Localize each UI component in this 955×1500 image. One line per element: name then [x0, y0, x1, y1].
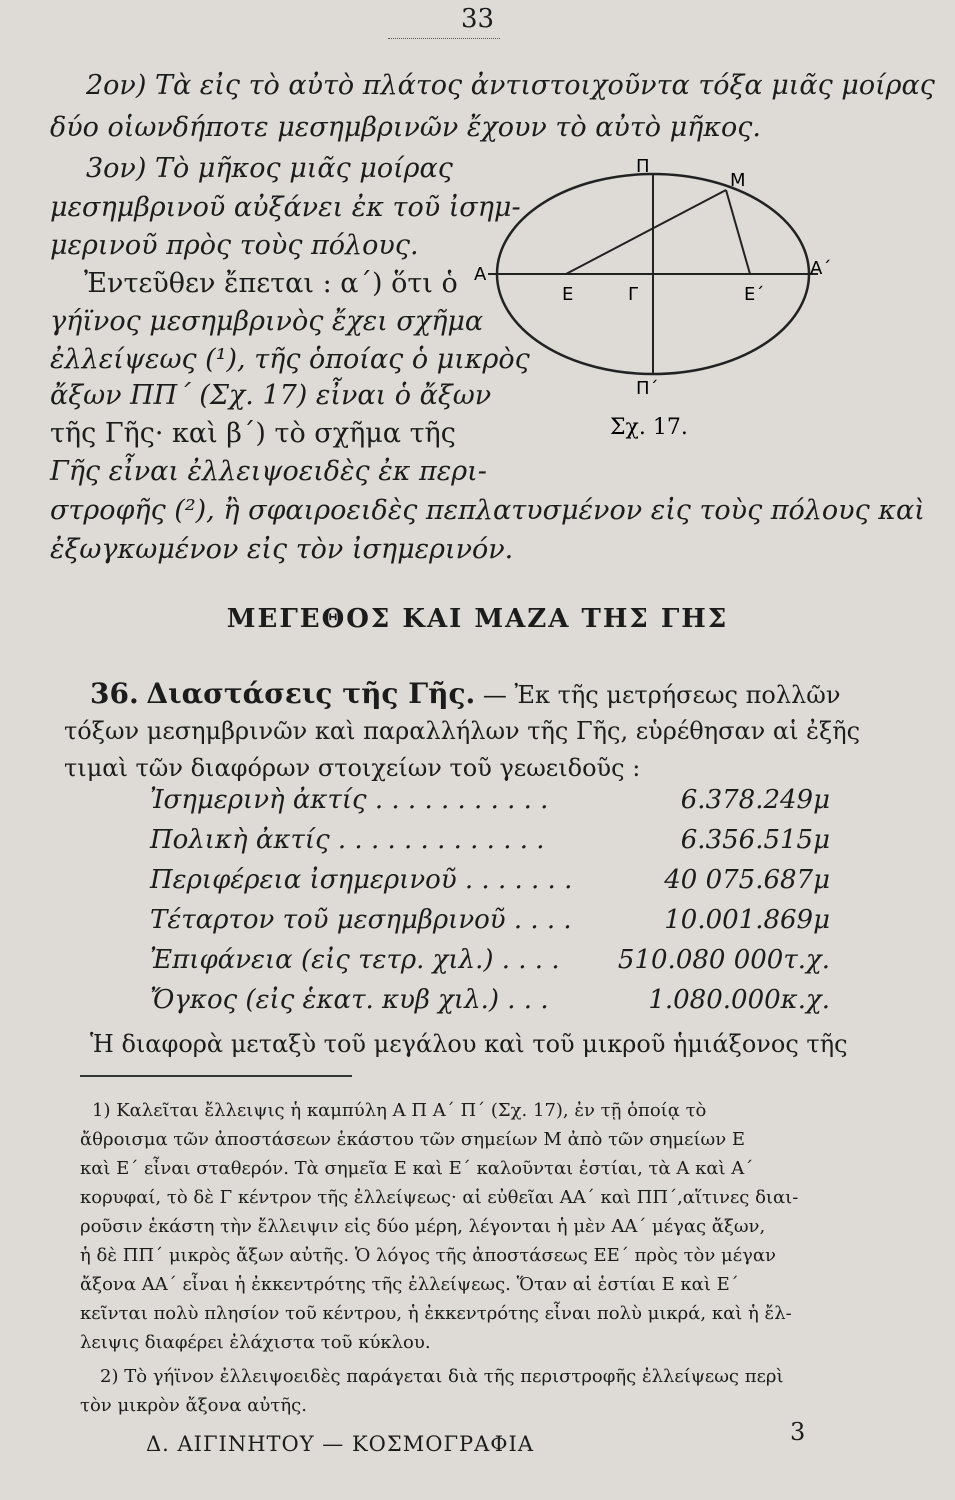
intro-line: δύο οἱωνδήποτε μεσημβρινῶν ἔχουν τὸ αὐτὸ μῆκος. — [50, 112, 762, 143]
table-row — [150, 860, 830, 900]
dimension-label: Ἰσημερινὴ ἀκτίς . . . . . . . . . . . — [150, 785, 549, 815]
footnote-line: ροῦσιν ἑκάστη τὴν ἔλλειψιν εἰς δύο μέρη, λέγονται ἡ μὲν ΑΑ΄ μέγας ἄξων, — [80, 1216, 766, 1237]
dimension-label: Ἐπιφάνεια (εἰς τετρ. χιλ.) . . . . — [150, 945, 560, 975]
footnote-line: ἄθροισμα τῶν ἀποστάσεων ἑκάστου τῶν σημείων Μ ἀπὸ τῶν σημείων Ε — [80, 1129, 746, 1150]
section-title: ΜΕΓΕΘΟΣ ΚΑΙ ΜΑΖΑ ΤΗΣ ΓΗΣ — [226, 604, 729, 634]
dimension-label: Τέταρτον τοῦ μεσημβρινοῦ . . . . — [150, 905, 572, 935]
intro-line: Ἐντεῦθεν ἔπεται : α΄) ὅτι ὁ — [84, 268, 458, 299]
dimension-value: 1.080.000κ.χ. — [648, 985, 830, 1015]
dimension-value: 40 075.687μ — [664, 865, 830, 895]
table-row — [150, 900, 830, 940]
footnote-line: ἄξονα ΑΑ΄ εἶναι ἡ ἐκκεντρότης τῆς ἐλλείψεως. Ὅταν αἱ ἑστίαι Ε καὶ Ε΄ — [80, 1274, 739, 1295]
ellipse-diagram — [468, 150, 848, 450]
intro-line: μεσημβρινοῦ αὐξάνει ἐκ τοῦ ἰσημ- — [50, 192, 521, 223]
label-m: Μ — [730, 170, 746, 191]
label-pi-bottom: Π΄ — [636, 378, 659, 399]
intro-line: τῆς Γῆς· καὶ β΄) τὸ σχῆμα τῆς — [50, 418, 456, 449]
dimension-value: 6.378.249μ — [680, 785, 830, 815]
dimension-label: Ὄγκος (εἰς ἑκατ. κυβ χιλ.) . . . — [150, 985, 549, 1015]
paragraph-heading: Διαστάσεις τῆς Γῆς. — [146, 677, 476, 710]
intro-line: μερινοῦ πρὸς τοὺς πόλους. — [50, 230, 419, 261]
intro-line: στροφῆς (²), ἢ σφαιροειδὲς πεπλατυσμένον εἰς τοὺς πόλους καὶ — [50, 495, 925, 526]
paragraph-36-line: τόξων μεσημβρινῶν καὶ παραλλήλων τῆς Γῆς, εὑρέθησαν αἱ ἐξῆς — [64, 717, 861, 745]
intro-line: ἐλλείψεως (¹), τῆς ὁποίας ὁ μικρὸς — [50, 344, 530, 375]
table-row — [150, 980, 830, 1020]
footnote-line: 2) Τὸ γήϊνον ἐλλειψοειδὲς παράγεται διὰ τῆς περιστροφῆς ἐλλείψεως περὶ — [100, 1366, 784, 1387]
intro-line: γήϊνος μεσημβρινὸς ἔχει σχῆμα — [50, 306, 484, 337]
footnote-line: 1) Καλεῖται ἔλλειψις ἡ καμπύλη Α Π Α΄ Π΄ (Σχ. 17), ἐν τῇ ὁποίᾳ τὸ — [92, 1100, 707, 1121]
footer-title: Δ. ΑΙΓΙΝΗΤΟΥ — ΚΟΣΜΟΓΡΑΦΙΑ — [146, 1432, 534, 1456]
ellipse-figure — [468, 150, 848, 450]
footnote-line: κορυφαί, τὸ δὲ Γ κέντρον τῆς ἐλλείψεως· αἱ εὐθεῖαι ΑΑ΄ καὶ ΠΠ΄,αἵτινες διαι- — [80, 1187, 799, 1208]
paragraph-36-first-line — [90, 677, 840, 710]
dimension-label: Πολικὴ ἀκτίς . . . . . . . . . . . . . — [150, 825, 545, 855]
label-pi-top: Π — [636, 156, 650, 177]
label-e-right: Ε΄ — [744, 284, 765, 305]
dimension-label: Περιφέρεια ἰσημερινοῦ . . . . . . . — [150, 865, 573, 895]
paragraph-number: 36. — [90, 677, 139, 710]
paragraph-text: — Ἐκ τῆς μετρήσεως πολλῶν — [482, 681, 841, 709]
footnote-line: ἡ δὲ ΠΠ΄ μικρὸς ἄξων αὐτῆς. Ὁ λόγος τῆς ἀποστάσεως ΕΕ΄ πρὸς τὸν μέγαν — [80, 1245, 776, 1266]
page-number-rule — [388, 38, 500, 39]
focal-radius-e — [566, 190, 726, 274]
intro-line: Γῆς εἶναι ἐλλειψοειδὲς ἐκ περι- — [50, 456, 487, 487]
table-row — [150, 780, 830, 820]
label-gamma: Γ — [628, 284, 639, 305]
intro-line: 2ον) Τὰ εἰς τὸ αὐτὸ πλάτος ἀντιστοιχοῦντα τόξα μιᾶς μοίρας — [86, 70, 935, 101]
focal-radius-e-prime — [726, 190, 750, 274]
footnote-line: καὶ Ε΄ εἶναι σταθερόν. Τὰ σημεῖα Ε καὶ Ε΄ καλοῦνται ἑστίαι, τὰ Α καὶ Α΄ — [80, 1158, 754, 1179]
paragraph-36-closing-line: Ἡ διαφορὰ μεταξὺ τοῦ μεγάλου καὶ τοῦ μικροῦ ἡμιάξονος τῆς — [90, 1030, 848, 1058]
intro-line: ἐξωγκωμένον εἰς τὸν ἰσημερινόν. — [50, 534, 514, 565]
intro-line: ἄξων ΠΠ΄ (Σχ. 17) εἶναι ὁ ἄξων — [50, 380, 492, 411]
footnote-line: τὸν μικρὸν ἄξονα αὐτῆς. — [80, 1395, 307, 1416]
page-number: 33 — [460, 4, 495, 34]
footnote-line: λειψις διαφέρει ἐλάχιστα τοῦ κύκλου. — [80, 1332, 431, 1353]
dimension-value: 10.001.869μ — [664, 905, 830, 935]
footnote-rule — [80, 1075, 352, 1077]
label-a-left: Α — [474, 264, 487, 285]
intro-line: 3ον) Τὸ μῆκος μιᾶς μοίρας — [86, 153, 453, 184]
label-a-right: Α΄ — [810, 258, 832, 279]
dimension-value: 510.080 000τ.χ. — [617, 945, 830, 975]
table-row — [150, 820, 830, 860]
dimension-value: 6.356.515μ — [680, 825, 830, 855]
table-row — [150, 940, 830, 980]
footnote-line: κεῖνται πολὺ πλησίον τοῦ κέντρου, ἡ ἐκκεντρότης εἶναι πολὺ μικρά, καὶ ἡ ἔλ- — [80, 1303, 792, 1324]
figure-caption: Σχ. 17. — [610, 415, 688, 440]
signature-number: 3 — [790, 1418, 806, 1446]
label-e-left: Ε — [562, 284, 574, 305]
paragraph-36-line: τιμαὶ τῶν διαφόρων στοιχείων τοῦ γεωειδοῦς : — [64, 754, 641, 782]
dimensions-table — [150, 780, 830, 1020]
